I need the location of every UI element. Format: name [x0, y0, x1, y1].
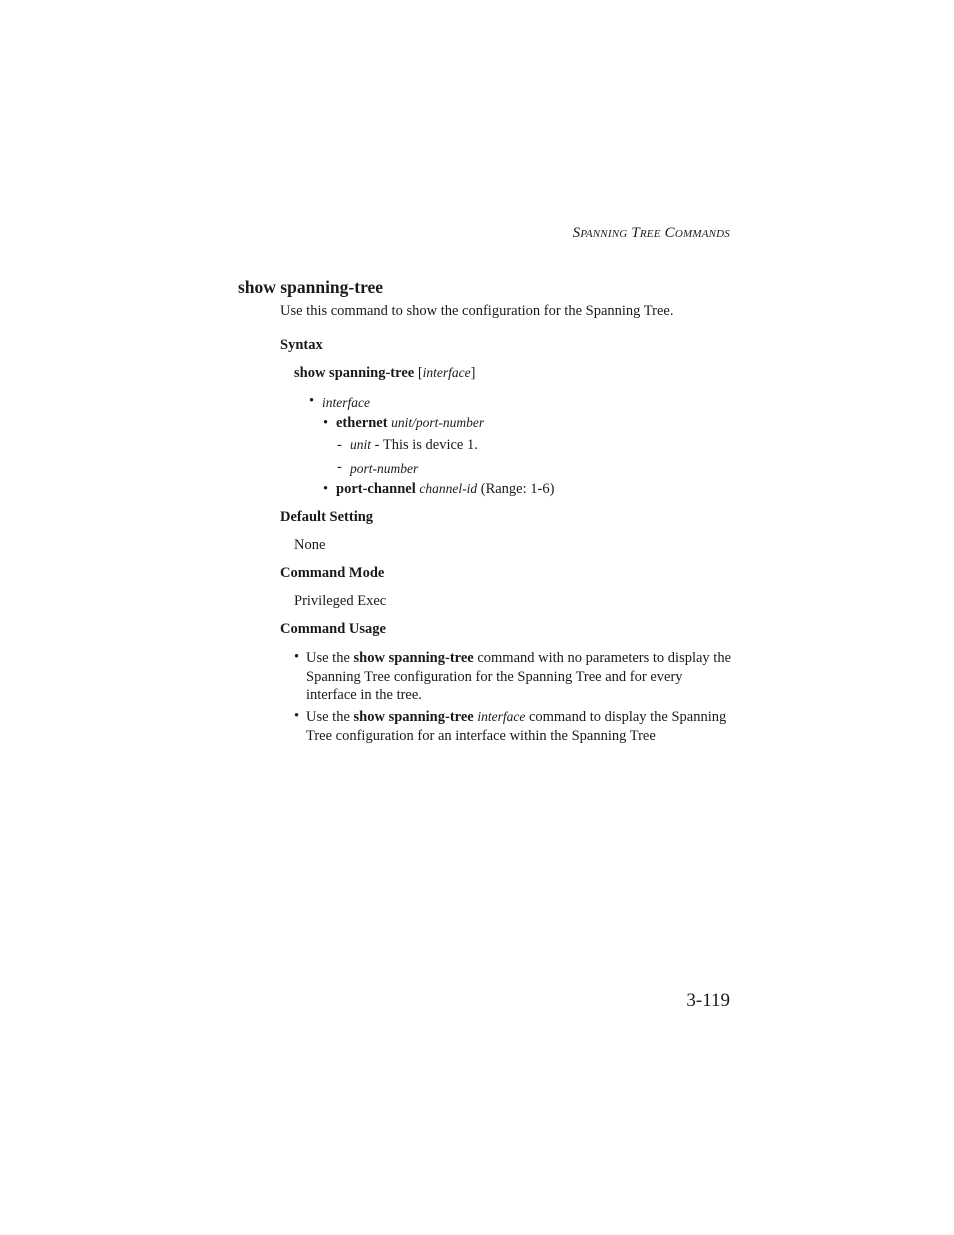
dash-icon: -	[337, 459, 342, 475]
bullet-icon: •	[323, 481, 329, 497]
command-description: Use this command to show the configuration for the Spanning Tree.	[280, 303, 674, 319]
param-unit: unit - This is device 1.	[350, 437, 478, 453]
default-setting-value: None	[294, 537, 326, 553]
param-interface: interface	[322, 395, 370, 410]
param-ethernet: ethernet unit/port-number	[336, 415, 485, 431]
usage-item-2: Use the show spanning-tree interface command to display the Spanning Tree configuration for an interface within the Spanning Tree	[306, 709, 727, 744]
param-port-channel: port-channel channel-id (Range: 1-6)	[336, 481, 555, 497]
syntax-line: show spanning-tree [interface]	[294, 365, 476, 381]
syntax-param: interface	[422, 365, 471, 380]
command-usage-heading: Command Usage	[280, 621, 386, 637]
bullet-icon: •	[294, 649, 300, 665]
command-mode-heading: Command Mode	[280, 565, 385, 581]
bullet-icon: •	[323, 415, 329, 431]
command-mode-value: Privileged Exec	[294, 593, 387, 609]
usage-item-1: Use the show spanning-tree command with no parameters to display the Spanning Tree configuration for the Spanning Tree and for every interface in the tree.	[306, 650, 732, 704]
bullet-icon: •	[294, 708, 300, 724]
param-port-number: port-number	[350, 461, 419, 476]
default-setting-heading: Default Setting	[280, 509, 374, 525]
syntax-command: show spanning-tree	[294, 365, 415, 381]
syntax-heading: Syntax	[280, 337, 323, 353]
bullet-icon: •	[309, 393, 315, 409]
dash-icon: -	[337, 437, 342, 453]
running-header: SPANNING TREE COMMANDS	[572, 225, 730, 241]
command-title: show spanning-tree	[238, 277, 384, 297]
page-number: 3-119	[686, 990, 730, 1011]
